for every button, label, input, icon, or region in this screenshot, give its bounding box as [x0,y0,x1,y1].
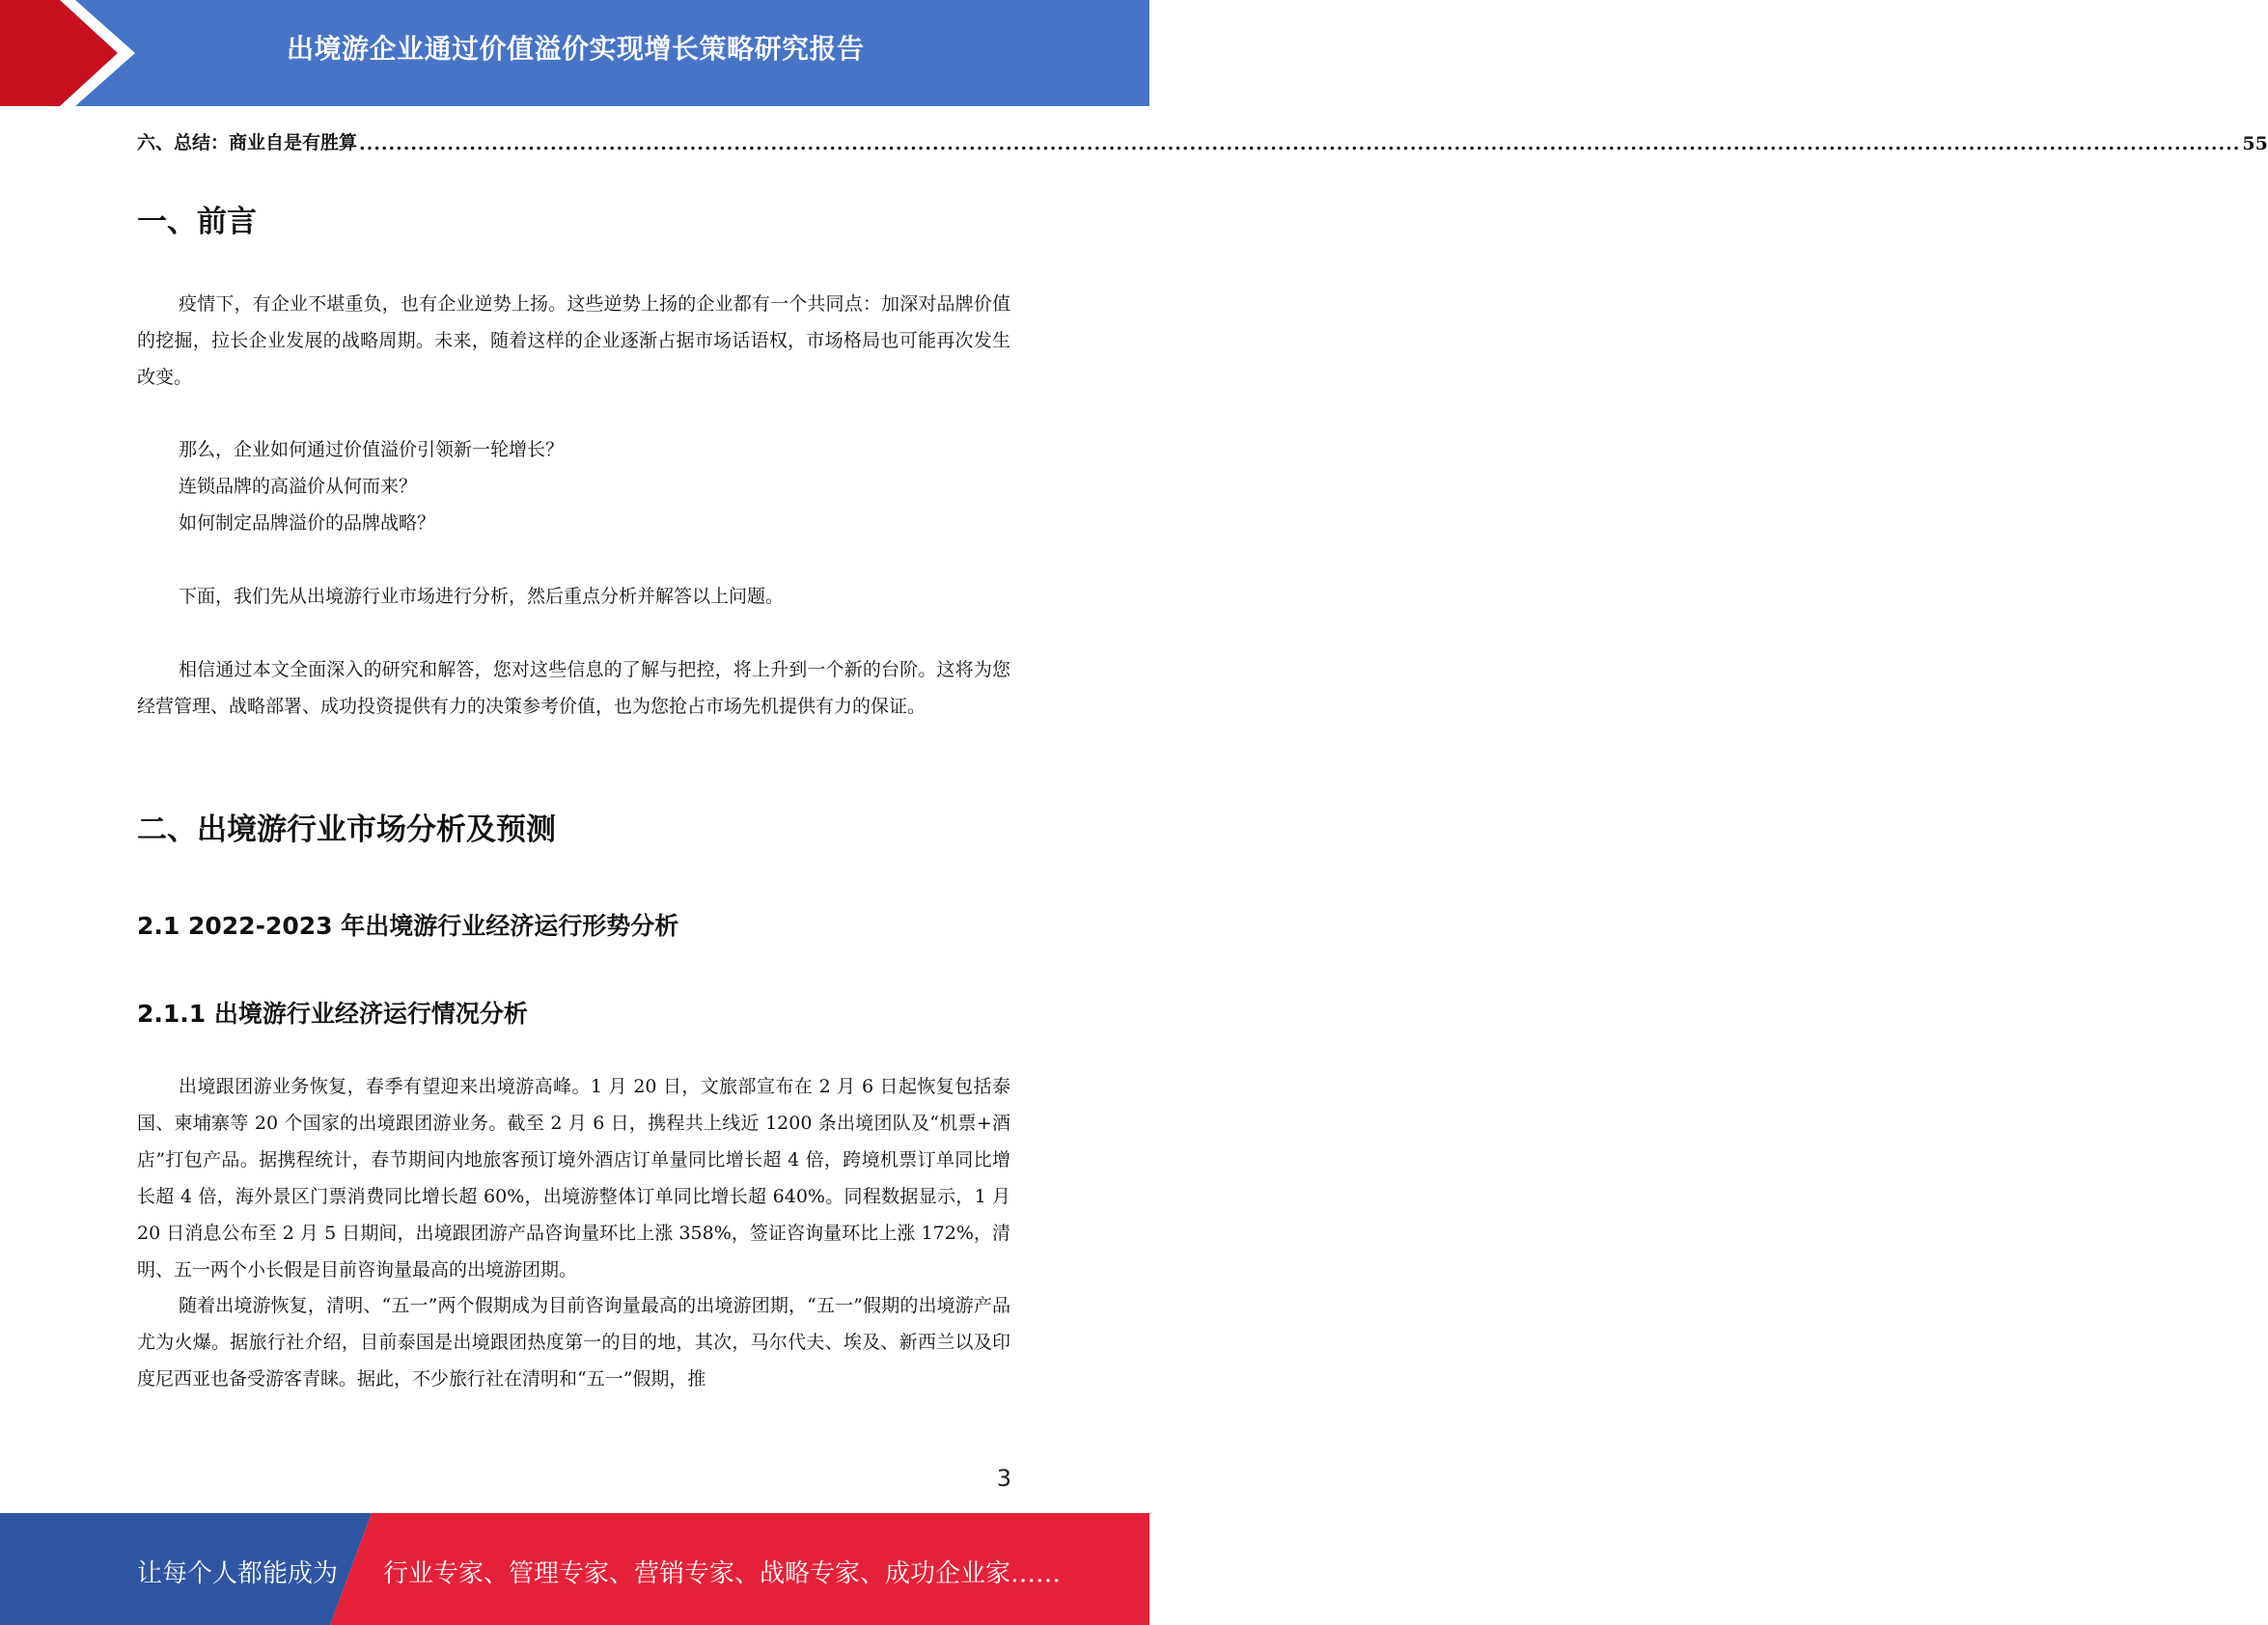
page-header [0,0,1149,106]
subsubsection-heading: 2.1.1 出境游行业经济运行情况分析 [137,1000,528,1028]
report-title: 出境游企业通过价值溢价实现增长策略研究报告 [287,33,865,65]
market-paragraph-2: 随着出境游恢复，清明、“五一”两个假期成为目前咨询量最高的出境游团期，“五一”假期的出境游产品尤为火爆。据旅行社介绍，目前泰国是出境跟团热度第一的目的地，其次，马尔代夫、埃及、新西兰以及印度尼西亚也备受游客青睐。据此，不少旅行社在清明和“五一”假期，推 [137,1295,1010,1390]
preface-paragraph-2: 下面，我们先从出境游行业市场进行分析，然后重点分析并解答以上问题。 [179,586,785,607]
section-heading-preface: 一、前言 [137,205,257,239]
subsection-heading: 2.1 2022-2023 年出境游行业经济运行形势分析 [137,912,679,940]
market-paragraph-1: 出境跟团游业务恢复，春季有望迎来出境游高峰。1 月 20 日，文旅部宣布在 2 月 6 日起恢复包括泰国、柬埔寨等 20 个国家的出境跟团游业务。截至 2 月 6 日，携程共上线近 1200 条出境团队及“机票+酒店”打包产品。据携程统计，春节期间内地旅客预订境外酒店订单量同比增长超 4 倍，跨境机票订单同比增长超 4 倍，海外景区门票消费同比增长超 60%，出境游整体订单同比增长超 640%。同程数据显示，1 月 20 日消息公布至 2 月 5 日期间，出境跟团游产品咨询量环比上涨 358%，签证咨询量环比上涨 172%，清明、五一两个小长假是目前咨询量最高的出境游团期。 [137,1076,1010,1281]
question-list [137,431,1010,541]
footer-slogan-right: 行业专家、管理专家、营销专家、战略专家、成功企业家…… [383,1559,1062,1588]
question-item: 连锁品牌的高溢价从何而来？ [179,476,418,497]
header-arrow-logo [0,0,154,106]
footer-slogan-left: 让每个人都能成为 [137,1559,339,1588]
toc-entry[interactable] [137,124,2268,154]
question-item: 如何制定品牌溢价的品牌战略？ [179,512,436,534]
toc-entry-page: 55 [2242,133,2268,154]
page-footer [0,1513,1149,1625]
section-heading-market-analysis: 二、出境游行业市场分析及预测 [137,812,556,847]
toc-entry-label: 六、总结：商业自是有胜算 [137,132,358,153]
question-item: 那么，企业如何通过价值溢价引领新一轮增长？ [179,439,565,460]
preface-paragraph-3: 相信通过本文全面深入的研究和解答，您对这些信息的了解与把控，将上升到一个新的台阶。这将为您经营管理、战略部署、成功投资提供有力的决策参考价值，也为您抢占市场先机提供有力的保证。 [137,659,1010,717]
toc-leader-dots: ................................................................................................................................................................................................................................................................ [359,133,2241,154]
page-number: 3 [996,1465,1011,1492]
preface-paragraph-1: 疫情下，有企业不堪重负，也有企业逆势上扬。这些逆势上扬的企业都有一个共同点：加深对品牌价值的挖掘，拉长企业发展的战略周期。未来，随着这样的企业逐渐占据市场话语权，市场格局也可能再次发生改变。 [137,293,1010,388]
